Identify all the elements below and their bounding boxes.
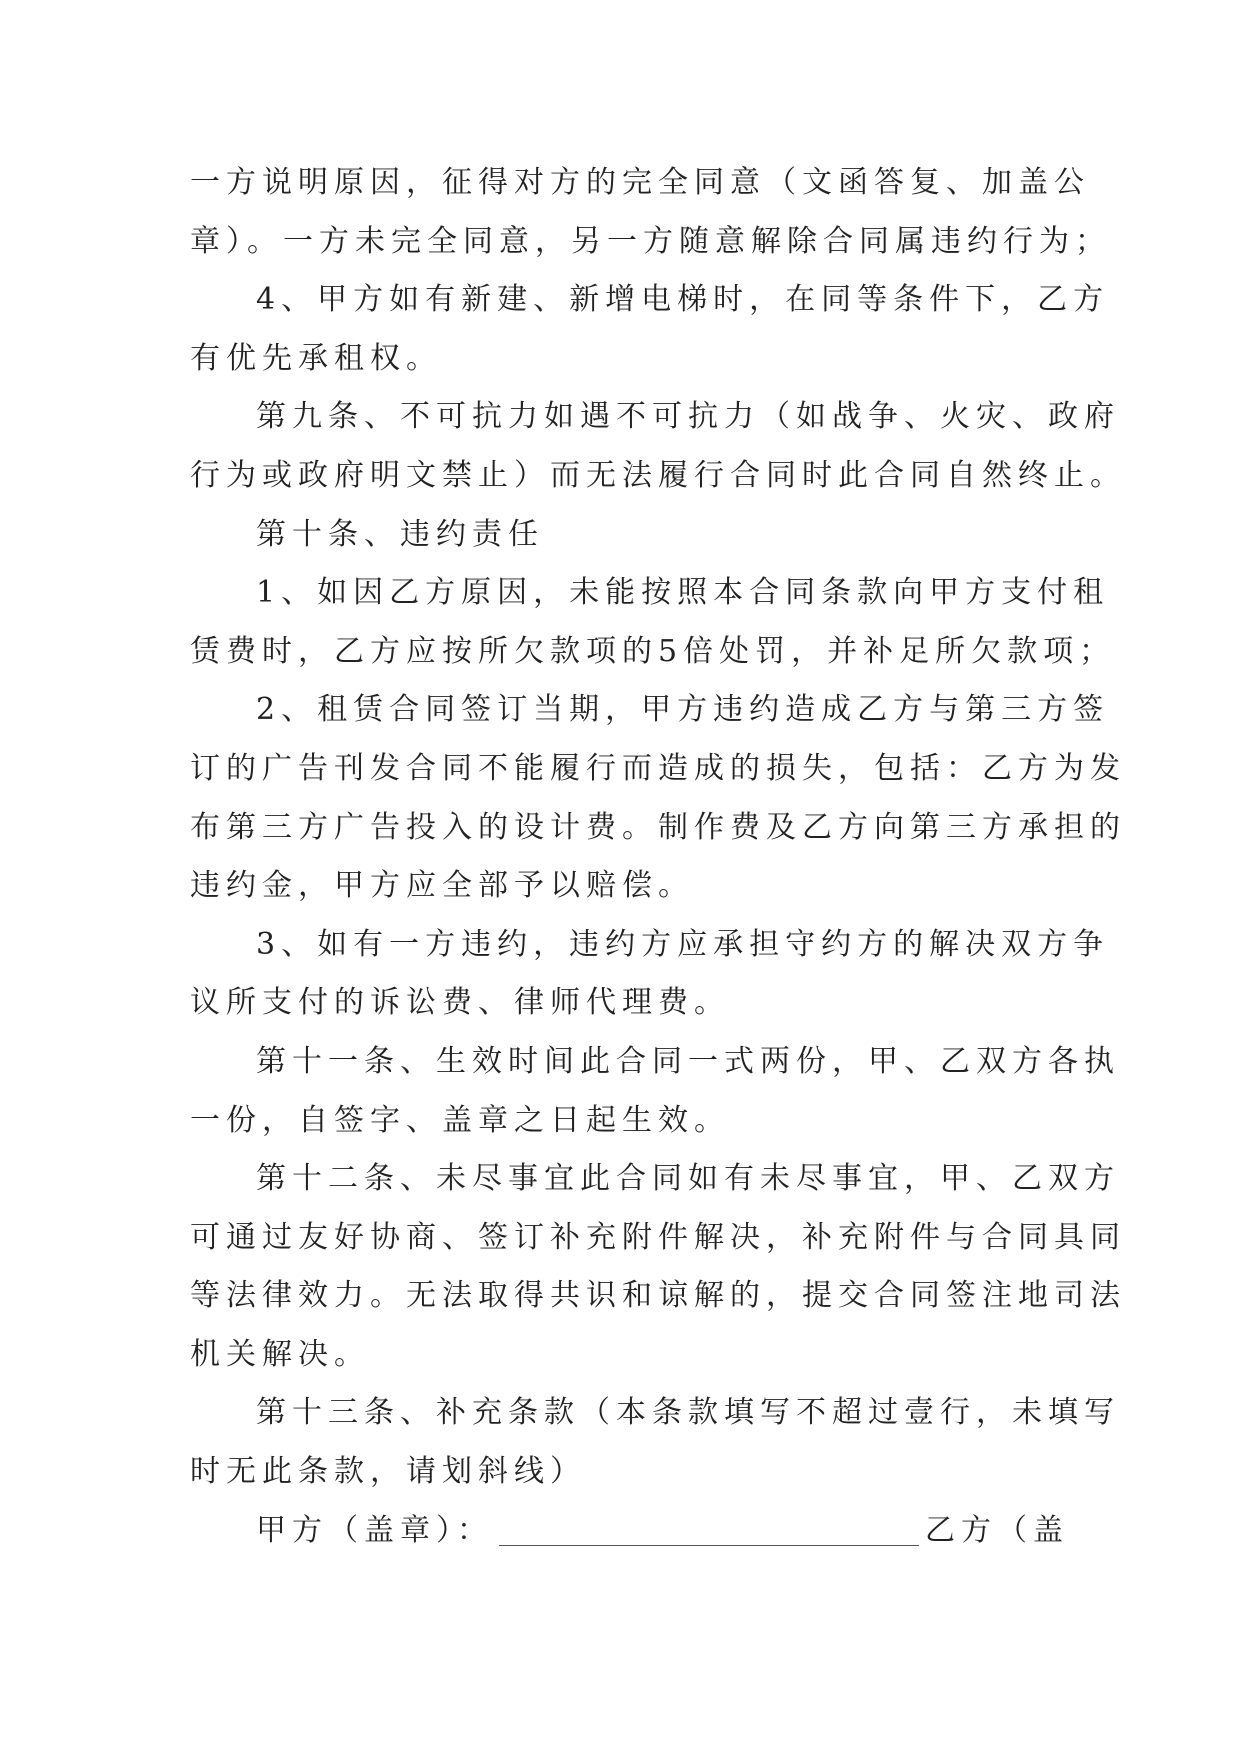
text-line-23: 时无此条款，请划斜线） [190, 1454, 586, 1490]
text-line-17: 一份，自签字、盖章之日起生效。 [190, 1102, 730, 1138]
text-line-2: 章）。一方未完全同意，另一方随意解除合同属违约行为； [190, 223, 1111, 259]
text-line-5: 第九条、不可抗力如遇不可抗力（如战争、火灾、政府 [256, 399, 1120, 435]
text-line-14: 3、如有一方违约，违约方应承担守约方的解决双方争 [256, 926, 1110, 962]
text-line-11: 订的广告刊发合同不能履行而造成的损失，包括：乙方为发 [190, 750, 1126, 786]
section-heading-10: 第十条、违约责任 [256, 516, 544, 552]
text-line-3: 4、甲方如有新建、新增电梯时，在同等条件下，乙方 [256, 282, 1110, 318]
text-line-10: 2、租赁合同签订当期，甲方违约造成乙方与第三方签 [256, 692, 1110, 728]
party-a-label: 甲方（盖章）： [256, 1512, 493, 1548]
text-line-21: 机关解决。 [190, 1336, 370, 1372]
party-b-label: 乙方（盖 [925, 1512, 1069, 1548]
text-line-6: 行为或政府明文禁止）而无法履行合同时此合同自然终止。 [190, 457, 1126, 493]
document-body [190, 154, 1126, 1560]
text-line-22: 第十三条、补充条款（本条款填写不超过壹行，未填写 [256, 1395, 1120, 1431]
text-line-1: 一方说明原因，征得对方的完全同意（文函答复、加盖公 [190, 165, 1090, 200]
text-line-18: 第十二条、未尽事宜此合同如有未尽事宜，甲、乙双方 [256, 1161, 1120, 1197]
text-line-12: 布第三方广告投入的设计费。制作费及乙方向第三方承担的 [190, 809, 1126, 845]
text-line-8: 1、如因乙方原因，未能按照本合同条款向甲方支付租 [256, 575, 1110, 611]
text-line-15: 议所支付的诉讼费、律师代理费。 [190, 985, 730, 1021]
text-line-16: 第十一条、生效时间此合同一式两份，甲、乙双方各执 [256, 1043, 1120, 1079]
text-line-13: 违约金，甲方应全部予以赔偿。 [190, 868, 694, 904]
text-line-20: 等法律效力。无法取得共识和谅解的，提交合同签注地司法 [190, 1278, 1126, 1314]
text-line-4: 有优先承租权。 [190, 340, 442, 376]
signature-line [190, 1502, 1069, 1561]
text-line-19: 可通过友好协商、签订补充附件解决，补充附件与合同具同 [190, 1219, 1126, 1255]
party-a-seal-blank[interactable] [499, 1515, 919, 1546]
text-line-9: 赁费时，乙方应按所欠款项的5倍处罚，并补足所欠款项； [190, 633, 1116, 669]
